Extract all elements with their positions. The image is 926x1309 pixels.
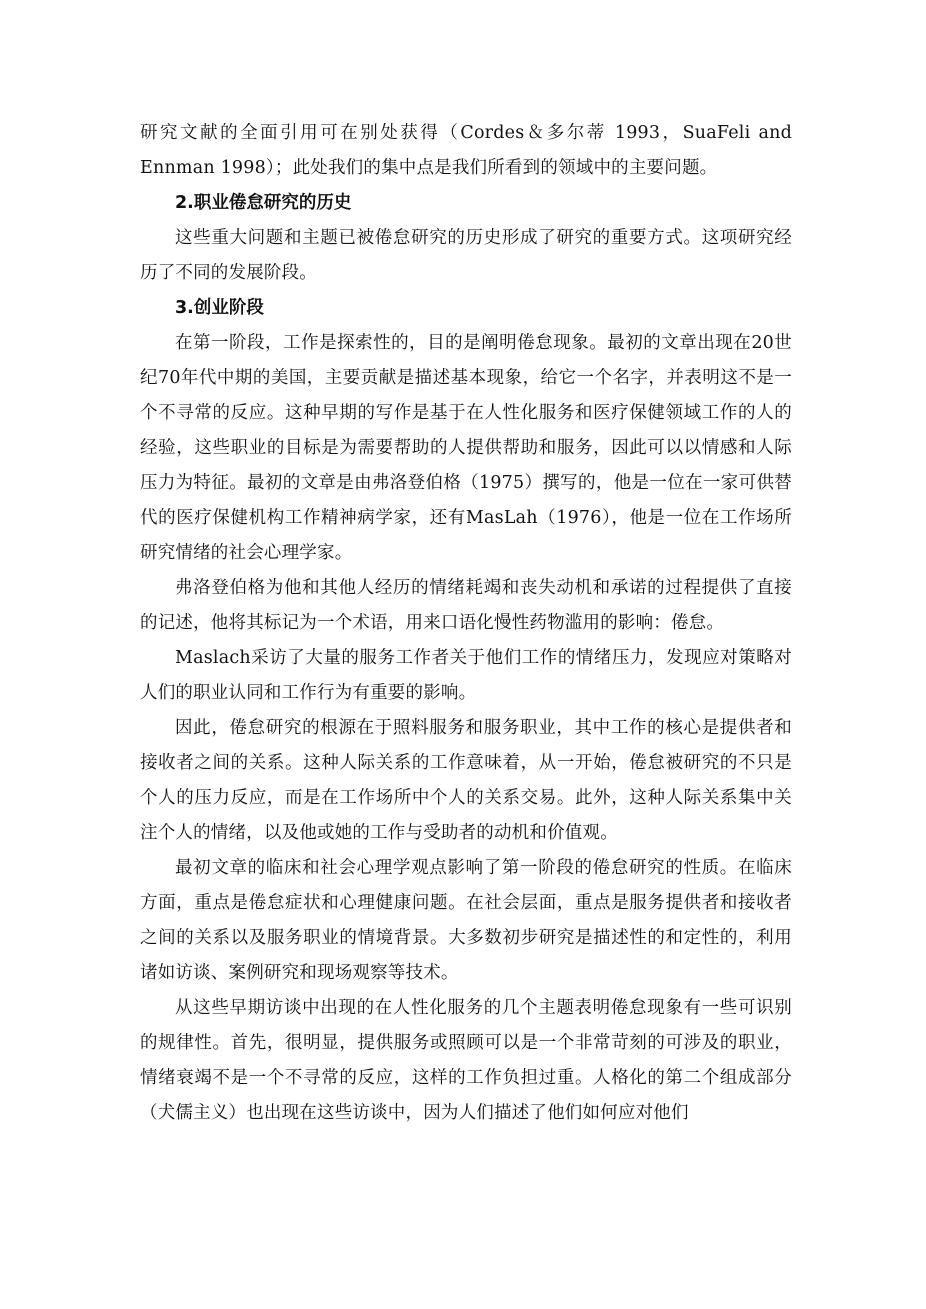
paragraph-maslach: Maslach采访了大量的服务工作者关于他们工作的情绪压力，发现应对策略对人们的职业认同和工作行为有重要的影响。: [140, 648, 792, 703]
paragraph-freudenberger: 弗洛登伯格为他和其他人经历的情绪耗竭和丧失动机和承诺的过程提供了直接的记述，他将其标记为一个术语，用来口语化慢性药物滥用的影响：倦怠。: [140, 578, 792, 633]
paragraph-first-phase: 在第一阶段，工作是探索性的，目的是阐明倦怠现象。最初的文章出现在20世纪70年代中期的美国，主要贡献是描述基本现象，给它一个名字，并表明这不是一个不寻常的反应。这种早期的写作是基于在人性化服务和医疗保健领域工作的人的经验，这些职业的目标是为需要帮助的人提供帮助和服务，因此可以以情感和人际压力为特征。最初的文章是由弗洛登伯格（1975）撰写的，他是一位在一家可供替代的医疗保健机构工作精神病学家，还有MasLah（1976），他是一位在工作场所研究情绪的社会心理学家。: [140, 333, 792, 563]
section-heading-pioneering-phase: 3.创业阶段: [175, 298, 264, 318]
document-body: [140, 116, 792, 1131]
paragraph-roots: 因此，倦怠研究的根源在于照料服务和服务职业，其中工作的核心是提供者和接收者之间的关系。这种人际关系的工作意味着，从一开始，倦怠被研究的不只是个人的压力反应，而是在工作场所中个人的关系交易。此外，这种人际关系集中关注个人的情绪，以及他或她的工作与受助者的动机和价值观。: [140, 718, 792, 843]
paragraph-citations: 研究文献的全面引用可在别处获得（Cordes＆多尔蒂 1993，SuaFeli and Ennman 1998）；此处我们的集中点是我们所看到的领域中的主要问题。: [140, 123, 792, 178]
paragraph-clinical-social: 最初文章的临床和社会心理学观点影响了第一阶段的倦怠研究的性质。在临床方面，重点是倦怠症状和心理健康问题。在社会层面，重点是服务提供者和接收者之间的关系以及服务职业的情境背景。大多数初步研究是描述性的和定性的，利用诸如访谈、案例研究和现场观察等技术。: [140, 858, 792, 983]
paragraph-early-interviews: 从这些早期访谈中出现的在人性化服务的几个主题表明倦怠现象有一些可识别的规律性。首先，很明显，提供服务或照顾可以是一个非常苛刻的可涉及的职业，情绪衰竭不是一个不寻常的反应，这样的工作负担过重。人格化的第二个组成部分（犬儒主义）也出现在这些访谈中，因为人们描述了他们如何应对他们: [140, 998, 792, 1123]
section-heading-history: 2.职业倦怠研究的历史: [175, 193, 352, 213]
paragraph-history-intro: 这些重大问题和主题已被倦怠研究的历史形成了研究的重要方式。这项研究经历了不同的发展阶段。: [140, 228, 792, 283]
